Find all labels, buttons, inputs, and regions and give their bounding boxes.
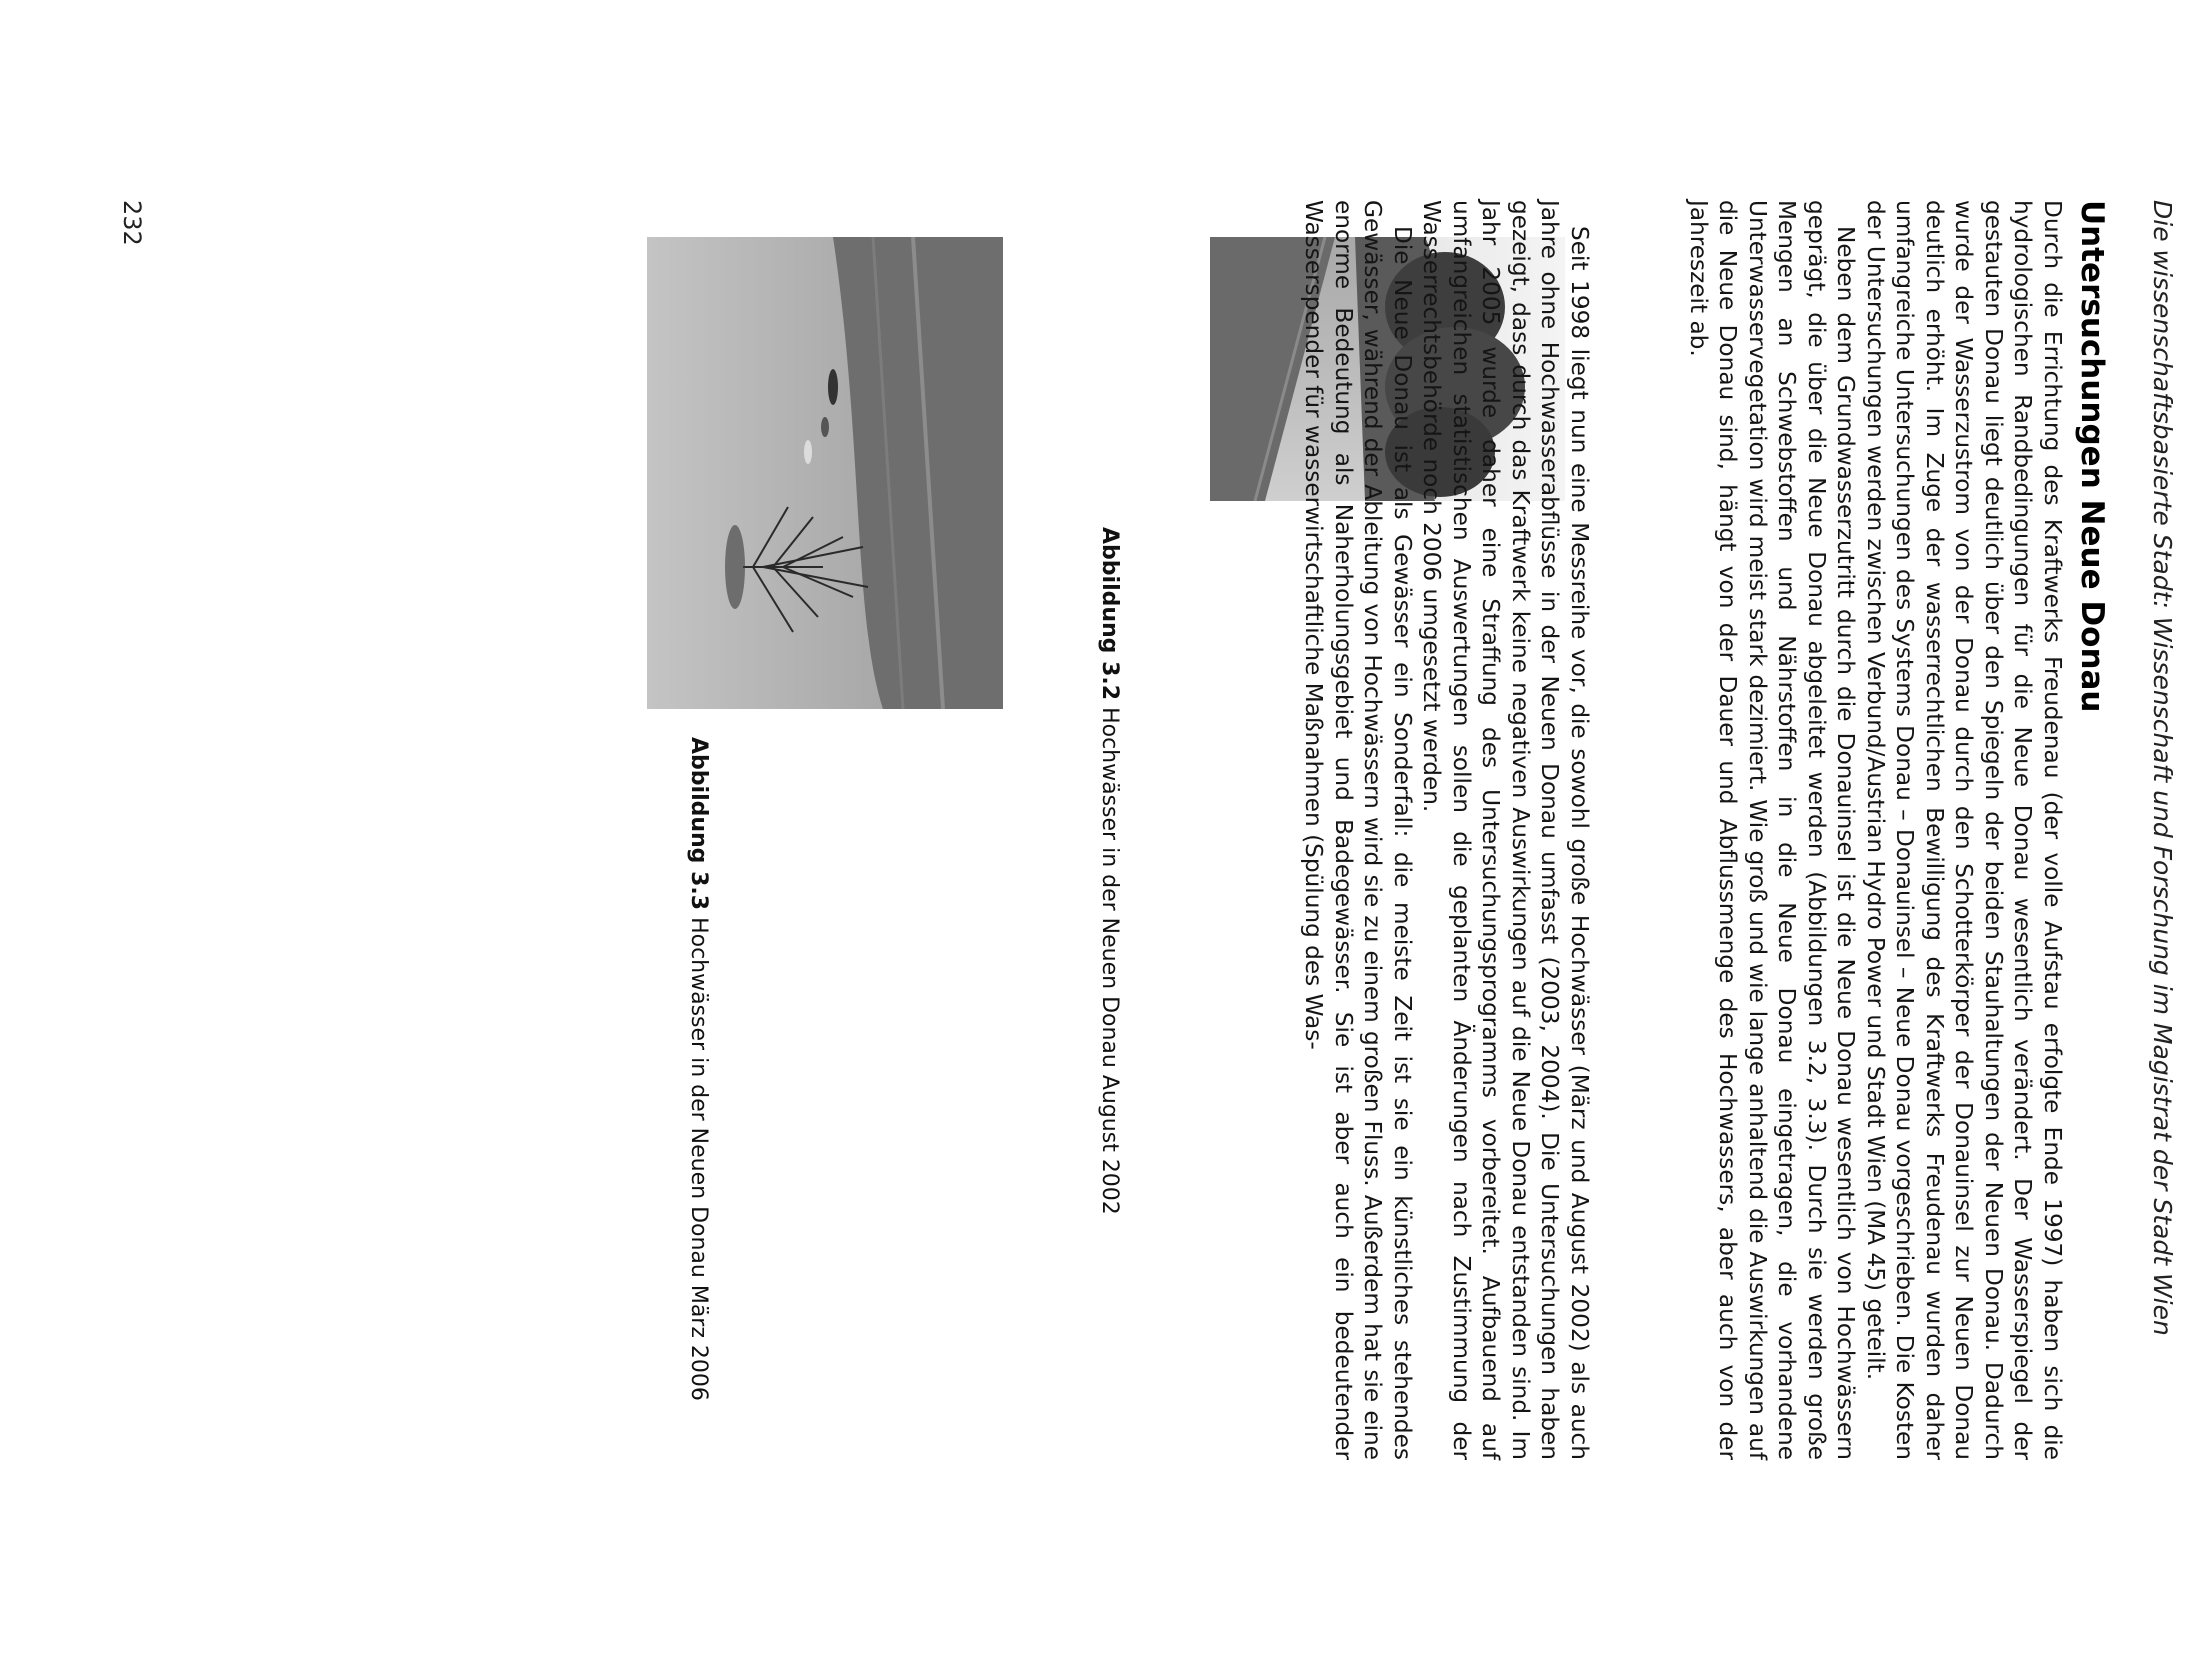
figure-caption: Hochwässer in der Neuen Donau März 2006 (686, 917, 711, 1401)
figure-3-3-photo (647, 237, 1003, 709)
paragraph: Die Neue Donau ist als Gewässer ein Sonderfall: die meiste Zeit ist sie ein künstliches stehendes Gewässer, während der Ableitung von Hochwässern wird sie zu einem großen Fluss. Außerdem hat sie eine enorme Bedeutung als Naherholungsgebiet und Badegewässer. Sie ist aber auch ein bedeutender Wasserspender für wasserwirtschaftliche Maßnahmen (Spülung des Was- (1300, 200, 1416, 1460)
figure-3-2-caption (1096, 527, 1123, 1427)
running-head: Die wissenschaftsbasierte Stadt: Wissenschaft und Forschung im Magistrat der Stadt Wien (2148, 200, 2177, 1336)
figure-3-3-caption (685, 737, 712, 1637)
figure-caption: Hochwässer in der Neuen Donau August 2002 (1097, 707, 1122, 1215)
paragraph: Neben dem Grundwasserzutritt durch die Donauinsel ist die Neue Donau wesentlich von Hochwässern geprägt, die über die Neue Donau abgeleitet werden (Abbildungen 3.2, 3.3). Durch sie werden große Mengen an Schwebstoffen und Nährstoffen in die Neue Donau eingetragen, die vorhandene Unterwasservegetation wird meist stark dezimiert. Wie groß und wie lange anhaltend die Auswirkungen auf die Neue Donau sind, hängt von der Dauer und Abflussmenge des Hochwassers, aber auch von der Jahreszeit ab. (1685, 200, 1860, 1460)
text-block-bottom (1299, 200, 1594, 1460)
paragraph: Durch die Errichtung des Kraftwerks Freudenau (der volle Aufstau erfolgte Ende 1997) haben sich die hydrologischen Randbedingungen für die Neue Donau wesentlich verändert. Der Wasserspiegel der gestauten Donau liegt deutlich über den Spiegeln der beiden Stauhaltungen der Neuen Donau. Dadurch wurde der Wasserzustrom von der Donau durch den Schotterkörper der Donauinsel zur Neuen Donau deutlich erhöht. Im Zuge der wasserrechtlichen Bewilligung des Kraftwerks Freudenau wurden daher umfangreiche Untersuchungen des Systems Donau – Donauinsel – Neue Donau vorgeschrieben. Die Kosten der Untersuchungen werden zwischen Verbund/Austrian Hydro Power und Stadt Wien (MA 45) geteilt. (1862, 200, 2066, 1460)
paragraph: Seit 1998 liegt nun eine Messreihe vor, die sowohl große Hochwässer (März und August 2002) als auch Jahre ohne Hochwasserabflüsse in der Neuen Donau umfasst (2003, 2004). Die Untersuchungen haben gezeigt, dass durch das Kraftwerk keine negativen Auswirkungen auf die Neue Donau entstanden sind. Im Jahr 2005 wurde daher eine Straffung des Untersuchungsprogramms vorbereitet. Aufbauend auf umfangreichen statistischen Auswertungen sollen die geplanten Änderungen nach Zustimmung der Wasserrechtsbehörde noch 2006 umgesetzt werden. (1418, 200, 1593, 1460)
section-heading: Untersuchungen Neue Donau (2074, 200, 2110, 713)
figure-label: Abbildung 3.2 (1097, 527, 1122, 701)
figure-label: Abbildung 3.3 (686, 737, 711, 911)
flood-photo-bush (647, 237, 1003, 709)
page-number: 232 (118, 200, 146, 246)
text-block-top (1684, 200, 2068, 1460)
